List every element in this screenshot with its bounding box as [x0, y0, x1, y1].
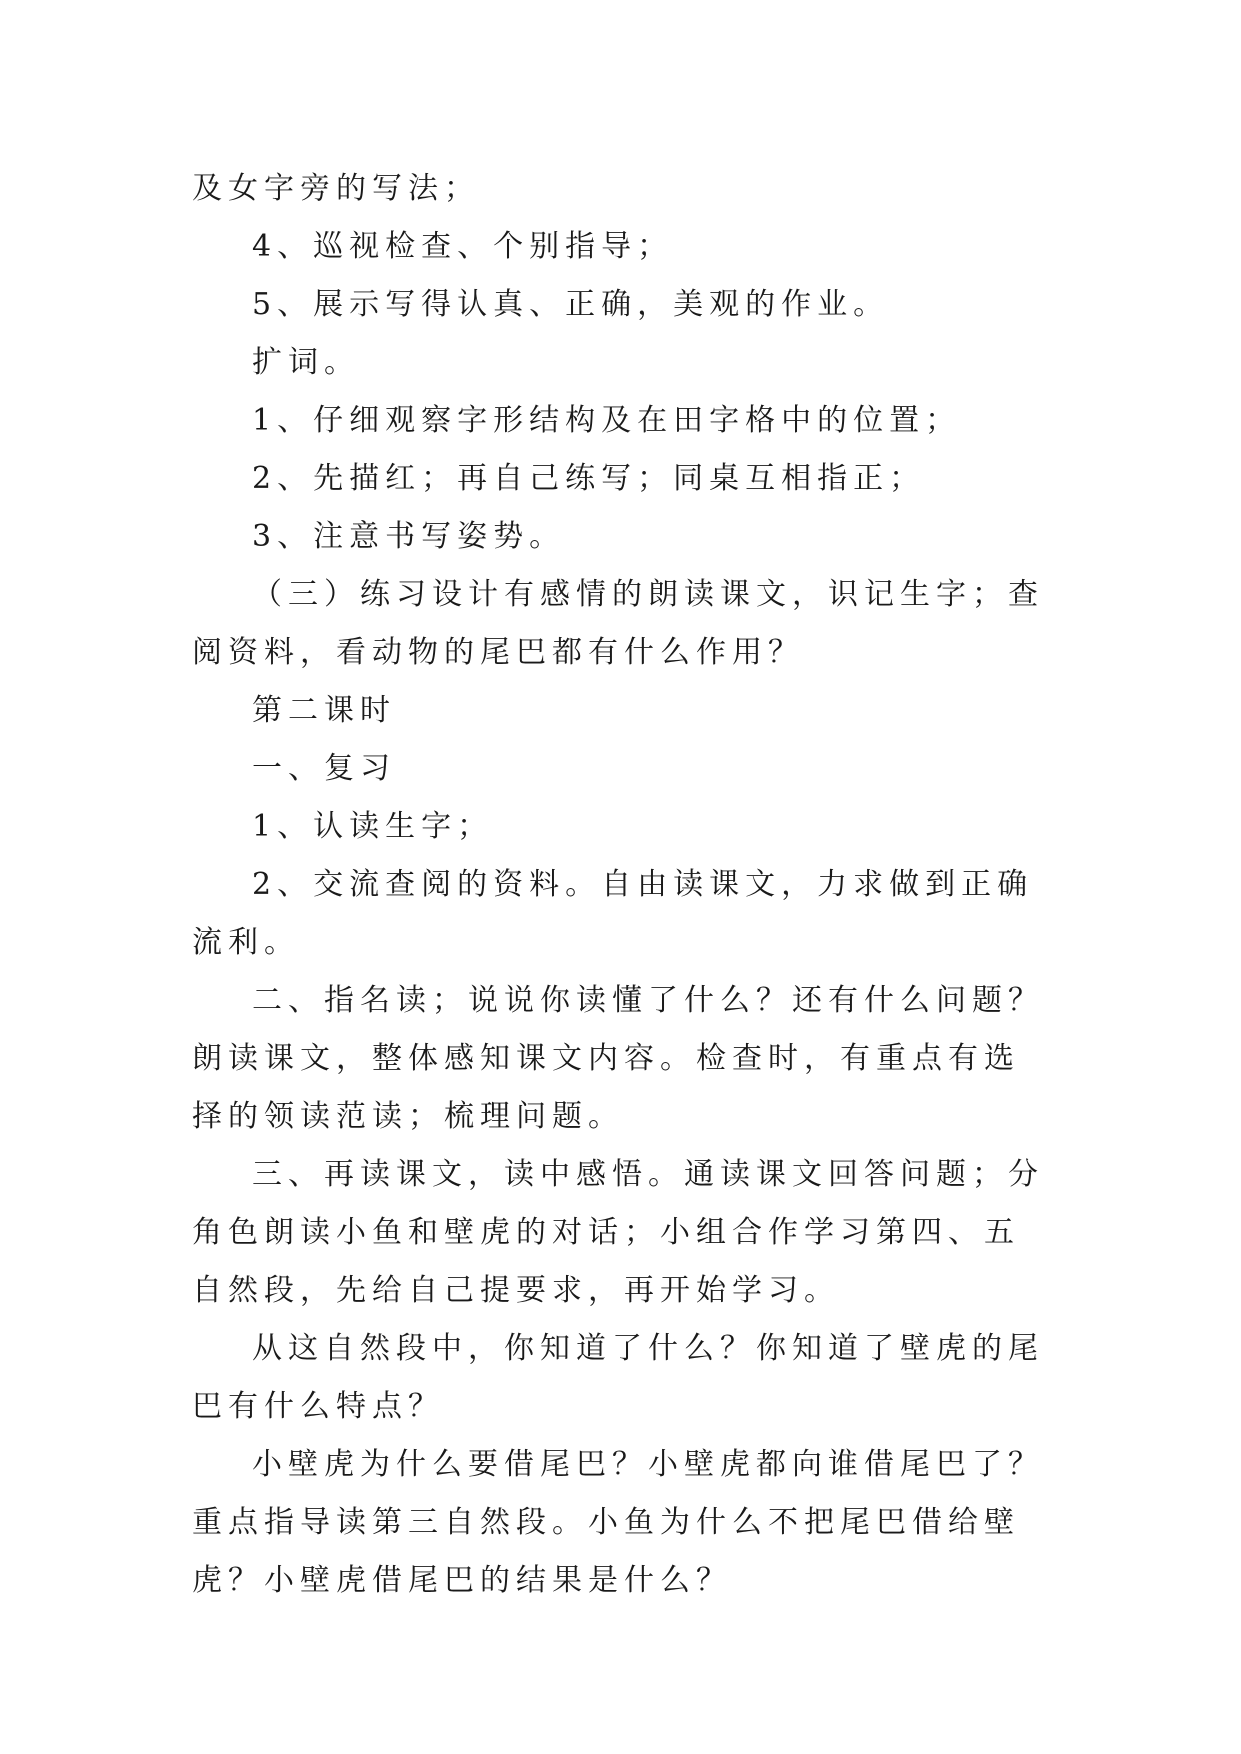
- paragraph-step-4: 4、巡视检查、个别指导；: [252, 229, 674, 264]
- paragraph-observe: 1、仔细观察字形结构及在田字格中的位置；: [252, 403, 962, 438]
- paragraph-gecko-tail: 从这自然段中，你知道了什么？你知道了壁虎的尾巴有什么特点？: [192, 1331, 1044, 1424]
- paragraph-step-5: 5、展示写得认真、正确，美观的作业。: [252, 287, 890, 322]
- paragraph-continuation: 及女字旁的写法；: [192, 171, 480, 206]
- paragraph-expand-words: 扩词。: [252, 345, 360, 380]
- paragraph-borrow-tail: 小壁虎为什么要借尾巴？小壁虎都向谁借尾巴了？重点指导读第三自然段。小鱼为什么不把尾巴借给壁虎？小壁虎借尾巴的结果是什么？: [192, 1447, 1044, 1598]
- paragraph-named-reading: 二、指名读；说说你读懂了什么？还有什么问题？朗读课文，整体感知课文内容。检查时，有重点有选择的领读范读；梳理问题。: [192, 983, 1044, 1134]
- paragraph-read-characters: 1、认读生字；: [252, 809, 494, 844]
- paragraph-exchange: 2、交流查阅的资料。自由读课文，力求做到正确流利。: [192, 867, 1034, 960]
- paragraph-review: 一、复习: [252, 751, 396, 786]
- paragraph-exercise-design: （三）练习设计有感情的朗读课文，识记生字；查阅资料，看动物的尾巴都有什么作用？: [192, 577, 1044, 670]
- paragraph-posture: 3、注意书写姿势。: [252, 519, 566, 554]
- paragraph-second-lesson: 第二课时: [252, 693, 396, 728]
- document-body: [192, 160, 1052, 1610]
- paragraph-trace: 2、先描红；再自己练写；同桌互相指正；: [252, 461, 926, 496]
- paragraph-reread: 三、再读课文，读中感悟。通读课文回答问题；分角色朗读小鱼和壁虎的对话；小组合作学习第四、五自然段，先给自己提要求，再开始学习。: [192, 1157, 1044, 1308]
